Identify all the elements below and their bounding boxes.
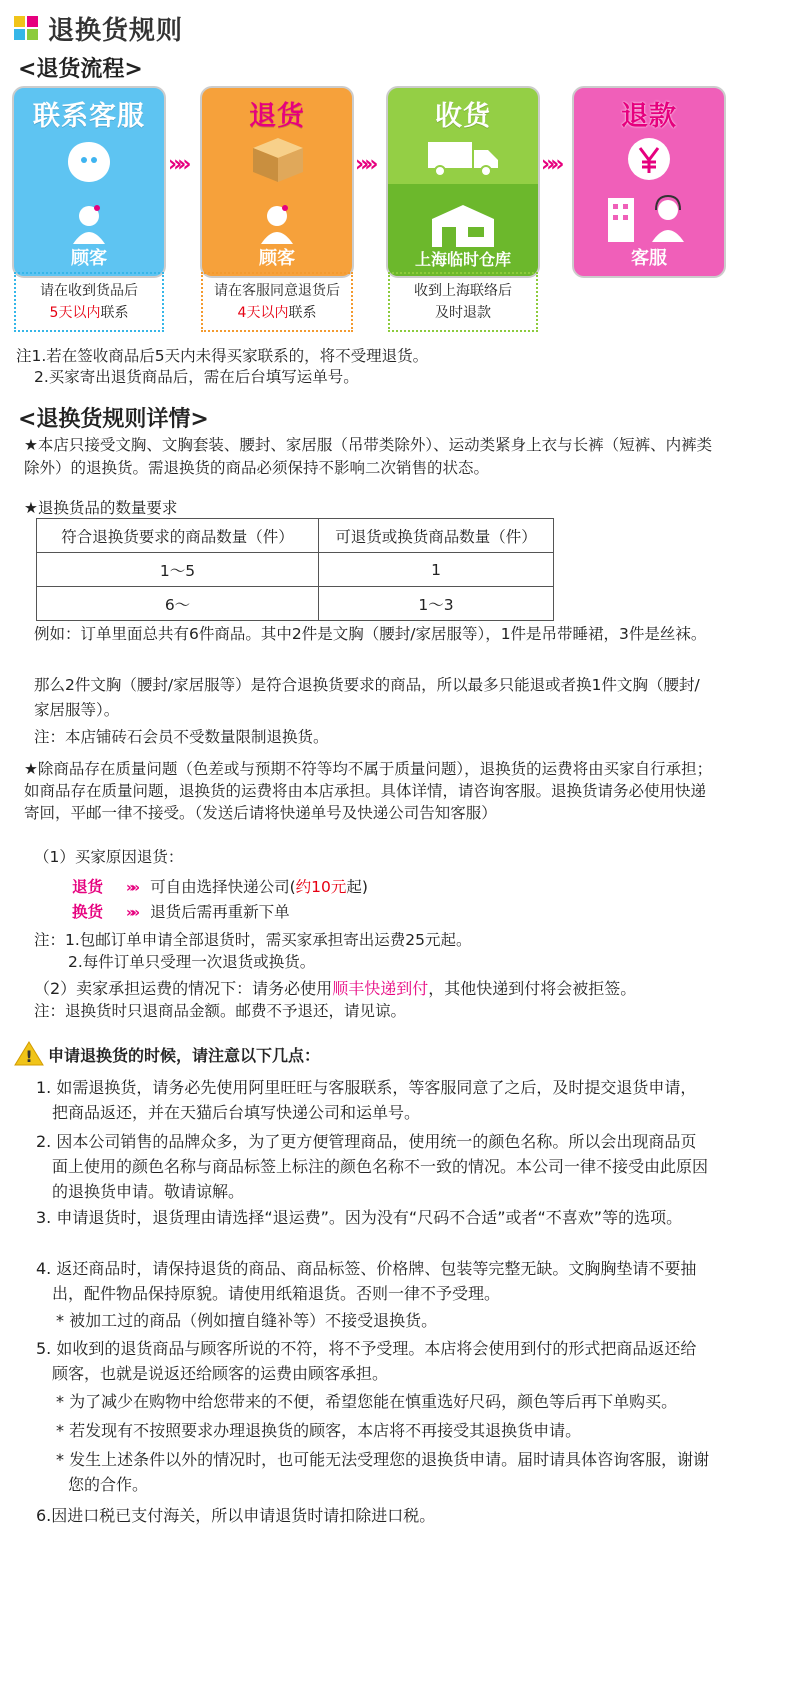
table-cell: 1 <box>319 553 554 587</box>
notice-item-6: 6.因进口税已支付海关，所以申请退货时请扣除进口税。 <box>36 1506 436 1525</box>
chevron-right-icon: »» <box>126 880 137 896</box>
table-cell: 1～5 <box>37 553 319 587</box>
truck-icon <box>426 138 502 178</box>
table-row <box>37 587 554 621</box>
service-icon <box>604 194 694 244</box>
flow-card-contact <box>12 86 166 278</box>
card-label: 顾客 <box>71 248 107 269</box>
shipping-rules: ★除商品存在质量问题（色差或与预期不符等均不属于质量问题），退换货的运费将由买家自行承担；如商品存在质量问题，退换货的运费将由本店承担。具体详情，请咨询客服。退换货请务必使用快递寄回，平邮一律不接受。（发送后请将快递单号及快递公司告知客服） <box>24 760 713 822</box>
note-a: 注：1.包邮订单申请全部退货时，需买家承担寄出运费25元起。 <box>34 931 472 949</box>
card-caption: 收货 <box>435 101 491 132</box>
example-1: 例如：订单里面总共有6件商品。其中2件是文胸（腰封/家居服等），1件是吊带睡裙，3件是丝袜。 <box>34 625 707 643</box>
qty-table <box>36 518 554 621</box>
table-header: 可退货或换货商品数量（件） <box>319 519 554 553</box>
flow-remark-1: 注1.若在签收商品后5天内未得买家联系的，将不受理退货。 <box>16 347 429 365</box>
table-header: 符合退换货要求的商品数量（件） <box>37 519 319 553</box>
card-label: 上海临时仓库 <box>414 250 511 269</box>
chat-bubble-icon <box>64 138 114 188</box>
chevron-right-icon: »» <box>355 152 374 177</box>
svg-text:!: ! <box>25 1047 33 1066</box>
flow-card-receive <box>386 86 540 278</box>
rules-title: <退换货规则详情> <box>18 407 209 432</box>
notice-title: 申请退换货的时候，请注意以下几点： <box>48 1046 321 1065</box>
flow-card-refund <box>572 86 726 278</box>
table-row <box>37 553 554 587</box>
notice-item-5-sub-a: * 为了减少在购物中给您带来的不便，希望您能在慎重选好尺码，颜色等后再下单购买。 <box>56 1392 678 1411</box>
notice-item-2: 2. 因本公司销售的品牌众多，为了更方便管理商品，使用统一的颜色名称。所以会出现商品页面上使用的颜色名称与商品标签上标注的颜色名称不一致的情况。本公司一律不接受由此原因的退换货申请。敬请谅解。 <box>36 1132 709 1201</box>
rules-intro: ★本店只接受文胸、文胸套装、腰封、家居服（吊带类除外）、运动类紧身上衣与长裤（短裤、内裤类除外）的退换货。需退换货的商品必须保持不影响二次销售的状态。 <box>24 436 713 477</box>
notice-item-3: 3. 申请退货时，退货理由请选择“退运费”。因为没有“尺码不合适”或者“不喜欢”等的选项。 <box>36 1208 683 1227</box>
customer-icon <box>259 204 295 244</box>
notice-item-5: 5. 如收到的退货商品与顾客所说的不符，将不予受理。本店将会使用到付的形式把商品返还给顾客，也就是说返还给顾客的运费由顾客承担。 <box>36 1339 697 1383</box>
exchange-row: 换货 »» 退货后需再重新下单 <box>72 903 290 921</box>
warehouse-icon <box>428 201 498 247</box>
notice-item-4: 4. 返还商品时，请保持退货的商品、商品标签、价格牌、包装等完整无缺。文胸胸垫请不要抽出，配件物品保持原貌。请使用纸箱退货。否则一律不予受理。 <box>36 1259 697 1303</box>
notice-item-1: 1. 如需退换货，请务必先使用阿里旺旺与客服联系，等客服同意了之后，及时提交退货申请，把商品返还，并在天猫后台填写快递公司和运单号。 <box>36 1078 697 1122</box>
return-row: 退货 »» 可自由选择快递公司(约10元起) <box>72 878 368 896</box>
chevron-right-icon: »» <box>541 152 560 177</box>
flow-remark-2: 2.买家寄出退货商品后，需在后台填写运单号。 <box>34 368 359 386</box>
page-title: 退换货规则 <box>48 16 184 46</box>
notice-item-5-sub-c: * 发生上述条件以外的情况时，也可能无法受理您的退换货申请。届时请具体咨询客服，谢谢您的合作。 <box>56 1450 710 1494</box>
flow-card-return <box>200 86 354 278</box>
table-cell: 6～ <box>37 587 319 621</box>
flow-note-return: 请在客服同意退货后 4天以内联系 <box>201 272 353 332</box>
customer-icon <box>71 204 107 244</box>
notice-item-4-sub: * 被加工过的商品（例如擅自缝补等）不接受退换货。 <box>56 1311 438 1330</box>
notice-item-5-sub-b: * 若发现有不按照要求办理退换货的顾客，本店将不再接受其退换货申请。 <box>56 1421 582 1440</box>
card-caption: 退货 <box>249 101 305 132</box>
example-2: 那么2件文胸（腰封/家居服等）是符合退换货要求的商品，所以最多只能退或者换1件文胸（腰封/家居服等）。 <box>34 676 700 719</box>
chevron-right-icon: »» <box>168 152 187 177</box>
card-caption: 联系客服 <box>33 101 145 132</box>
refund-note: 注：退换货时只退商品金额。邮费不予退还，请见谅。 <box>34 1002 407 1020</box>
card-caption: 退款 <box>621 101 677 132</box>
card-label: 客服 <box>631 248 667 269</box>
buyer-title: （1）买家原因退货： <box>34 848 184 866</box>
table-row <box>37 519 554 553</box>
seller-rule: （2）卖家承担运费的情况下：请务必使用顺丰快递到付，其他快递到付将会被拒签。 <box>34 979 637 998</box>
example-3: 注：本店铺砖石会员不受数量限制退换货。 <box>34 728 329 746</box>
box-icon <box>247 134 309 184</box>
flow-title: <退货流程> <box>18 57 143 82</box>
warning-icon <box>14 1040 44 1066</box>
qty-title: ★退换货品的数量要求 <box>24 499 178 517</box>
yen-icon <box>626 136 672 182</box>
chevron-right-icon: »» <box>126 905 137 921</box>
flow-note-contact: 请在收到货品后 5天以内联系 <box>14 272 164 332</box>
table-cell: 1～3 <box>319 587 554 621</box>
note-b: 2.每件订单只受理一次退货或换货。 <box>68 953 316 971</box>
card-label: 顾客 <box>259 248 295 269</box>
flow-note-receive: 收到上海联络后 及时退款 <box>388 272 538 332</box>
logo-icon <box>14 16 38 40</box>
